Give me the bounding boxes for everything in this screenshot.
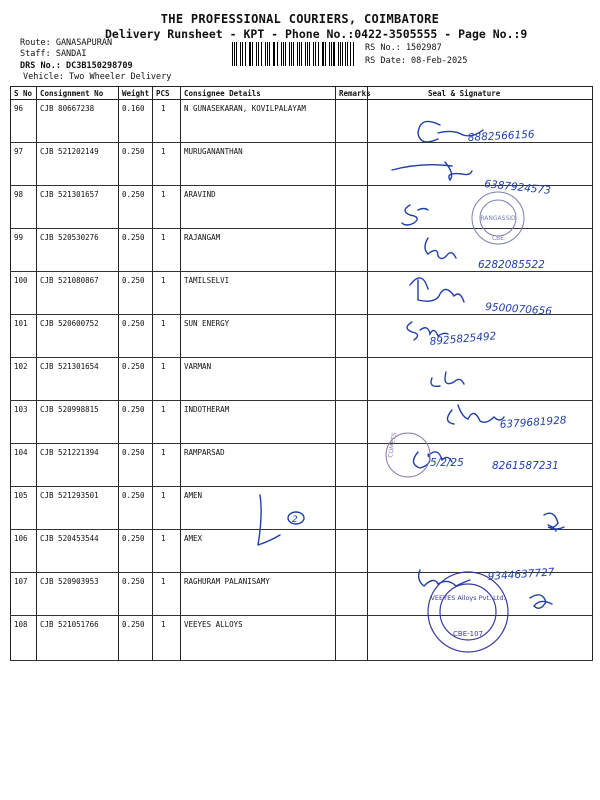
row-sno: 105: [11, 487, 37, 530]
row-consignment: CJB 520903953: [37, 573, 119, 616]
row-remarks: [336, 358, 368, 401]
row-weight: 0.250: [119, 143, 153, 186]
vehicle-label: Vehicle: Two Wheeler Delivery: [23, 72, 172, 82]
table-row: [11, 444, 593, 487]
barcode-bar: [305, 42, 306, 66]
row-remarks: [336, 100, 368, 143]
row-signature: [368, 401, 593, 444]
row-consignment: CJB 521051766: [37, 616, 119, 661]
barcode-bar: [277, 42, 278, 66]
barcode-bar: [252, 42, 253, 66]
col-weight: Weight: [119, 87, 153, 100]
handwritten-phone: 8882566156: [467, 128, 535, 144]
handwritten-phone: 9344637727: [487, 566, 555, 583]
stamp-text: CBE: [491, 235, 505, 242]
col-remarks: Remarks: [336, 87, 368, 100]
row-sno: 99: [11, 229, 37, 272]
row-sno: 98: [11, 186, 37, 229]
row-pcs: 1: [153, 573, 181, 616]
runsheet-table: [10, 86, 593, 661]
barcode-bar: [232, 42, 233, 66]
row-sno: 108: [11, 616, 37, 661]
barcode-bar: [318, 42, 319, 66]
row-consignee: AMEX: [181, 530, 336, 573]
row-signature: [368, 272, 593, 315]
row-pcs: 1: [153, 487, 181, 530]
row-sno: 97: [11, 143, 37, 186]
handwritten-phone: 8925825492: [429, 330, 497, 348]
col-pcs: PCS: [153, 87, 181, 100]
barcode-bar: [293, 42, 294, 66]
row-sno: 104: [11, 444, 37, 487]
row-consignment: CJB 520530276: [37, 229, 119, 272]
row-consignment: CJB 521202149: [37, 143, 119, 186]
drs-number: DRS No.: DC3B150298709: [20, 61, 133, 71]
row-sno: 107: [11, 573, 37, 616]
staff-label: Staff: SANDAI: [20, 49, 87, 59]
row-consignee: MURUGANANTHAN: [181, 143, 336, 186]
handwritten-phone: 6379681928: [499, 414, 567, 431]
row-remarks: [336, 315, 368, 358]
row-consignment: CJB 80667238: [37, 100, 119, 143]
row-pcs: 1: [153, 186, 181, 229]
row-remarks: [336, 573, 368, 616]
row-signature: [368, 616, 593, 661]
row-consignee: RAGHURAM PALANISAMY: [181, 573, 336, 616]
col-signature: Seal & Signature: [368, 87, 593, 100]
row-signature: [368, 186, 593, 229]
handwritten-date: 5/2/25: [430, 457, 464, 469]
row-remarks: [336, 186, 368, 229]
row-sno: 96: [11, 100, 37, 143]
row-sno: 103: [11, 401, 37, 444]
table-row: [11, 530, 593, 573]
table-row: [11, 358, 593, 401]
barcode-bar: [281, 42, 282, 66]
table-row: [11, 229, 593, 272]
table-row: [11, 401, 593, 444]
barcode-bar: [240, 42, 241, 66]
row-weight: 0.250: [119, 186, 153, 229]
row-pcs: 1: [153, 272, 181, 315]
row-consignment: CJB 521301654: [37, 358, 119, 401]
stamp-text: RANGASSID: [480, 215, 516, 222]
row-pcs: 1: [153, 143, 181, 186]
row-consignee: N GUNASEKARAN, KOVILPALAYAM: [181, 100, 336, 143]
barcode-bar: [353, 42, 354, 66]
table-row: [11, 487, 593, 530]
row-consignment: CJB 520453544: [37, 530, 119, 573]
row-weight: 0.250: [119, 616, 153, 661]
row-pcs: 1: [153, 401, 181, 444]
row-weight: 0.250: [119, 315, 153, 358]
barcode-bar: [313, 42, 314, 66]
company-title: THE PROFESSIONAL COURIERS, COIMBATORE: [160, 12, 440, 26]
table-row: [11, 186, 593, 229]
col-consignee: Consignee Details: [181, 87, 336, 100]
row-consignment: CJB 520998815: [37, 401, 119, 444]
barcode-bar: [338, 42, 339, 66]
row-consignee: INDOTHERAM: [181, 401, 336, 444]
row-consignee: VARMAN: [181, 358, 336, 401]
table-row: [11, 100, 593, 143]
row-remarks: [336, 487, 368, 530]
row-consignment: CJB 521293501: [37, 487, 119, 530]
handwritten-phone: 8261587231: [492, 460, 559, 472]
row-signature: [368, 100, 593, 143]
row-weight: 0.250: [119, 530, 153, 573]
row-consignee: RAJANGAM: [181, 229, 336, 272]
col-consignment: Consignment No: [37, 87, 119, 100]
barcode-bar: [329, 42, 330, 66]
barcode-bar: [269, 42, 270, 66]
row-signature: [368, 444, 593, 487]
table-row: [11, 616, 593, 661]
row-sno: 102: [11, 358, 37, 401]
row-consignment: CJB 521080867: [37, 272, 119, 315]
row-signature: [368, 315, 593, 358]
row-consignment: CJB 521301657: [37, 186, 119, 229]
row-sno: 100: [11, 272, 37, 315]
row-pcs: 1: [153, 530, 181, 573]
row-consignee: SUN ENERGY: [181, 315, 336, 358]
barcode-bar: [256, 42, 257, 66]
table-row: [11, 272, 593, 315]
row-weight: 0.160: [119, 100, 153, 143]
row-weight: 0.250: [119, 573, 153, 616]
row-sno: 106: [11, 530, 37, 573]
row-signature: [368, 530, 593, 573]
row-remarks: [336, 143, 368, 186]
stamp-text: COMETS: [387, 432, 399, 459]
row-signature: [368, 358, 593, 401]
barcode-bar: [261, 42, 262, 66]
table-header-row: [11, 87, 593, 100]
row-remarks: [336, 444, 368, 487]
handwritten-phone: 6282085522: [478, 259, 545, 271]
table-row: [11, 143, 593, 186]
handwritten-phone: 9500070656: [484, 301, 553, 318]
row-sno: 101: [11, 315, 37, 358]
runsheet-subtitle: Delivery Runsheet - KPT - Phone No.:0422-3505555 - Page No.:9: [105, 27, 528, 41]
row-consignment: CJB 521221394: [37, 444, 119, 487]
row-weight: 0.250: [119, 444, 153, 487]
row-remarks: [336, 530, 368, 573]
barcode-bar: [289, 42, 290, 66]
row-signature: [368, 229, 593, 272]
row-consignee: RAMPARSAD: [181, 444, 336, 487]
row-pcs: 1: [153, 315, 181, 358]
row-pcs: 1: [153, 444, 181, 487]
barcode-bar: [345, 42, 346, 66]
row-consignee: VEEYES ALLOYS: [181, 616, 336, 661]
row-pcs: 1: [153, 229, 181, 272]
barcode-bar: [333, 42, 334, 66]
row-consignment: CJB 520600752: [37, 315, 119, 358]
row-pcs: 1: [153, 616, 181, 661]
row-weight: 0.250: [119, 401, 153, 444]
barcode: [232, 42, 355, 66]
row-pcs: 1: [153, 358, 181, 401]
row-remarks: [336, 229, 368, 272]
row-weight: 0.250: [119, 358, 153, 401]
rs-date: RS Date: 08-Feb-2025: [365, 56, 468, 66]
circled-number: 2: [292, 515, 298, 525]
row-weight: 0.250: [119, 229, 153, 272]
row-signature: [368, 487, 593, 530]
stamp-text: VEEYES Alloys Pvt. Ltd.: [430, 594, 506, 602]
row-remarks: [336, 401, 368, 444]
route-label: Route: GANASAPURAN: [20, 38, 113, 48]
row-remarks: [336, 272, 368, 315]
barcode-bar: [242, 42, 243, 66]
row-weight: 0.250: [119, 487, 153, 530]
row-weight: 0.250: [119, 272, 153, 315]
row-signature: [368, 573, 593, 616]
row-consignee: AMEN: [181, 487, 336, 530]
stamp-text: CBE-107: [453, 630, 483, 638]
row-pcs: 1: [153, 100, 181, 143]
row-remarks: [336, 616, 368, 661]
table-row: [11, 573, 593, 616]
col-sno: S No: [11, 87, 37, 100]
row-consignee: TAMILSELVI: [181, 272, 336, 315]
row-consignee: ARAVIND: [181, 186, 336, 229]
barcode-bar: [301, 42, 302, 66]
row-signature: [368, 143, 593, 186]
table-row: [11, 315, 593, 358]
handwritten-phone: 6387924573: [483, 178, 552, 197]
rs-number: RS No.: 1502987: [365, 43, 442, 53]
